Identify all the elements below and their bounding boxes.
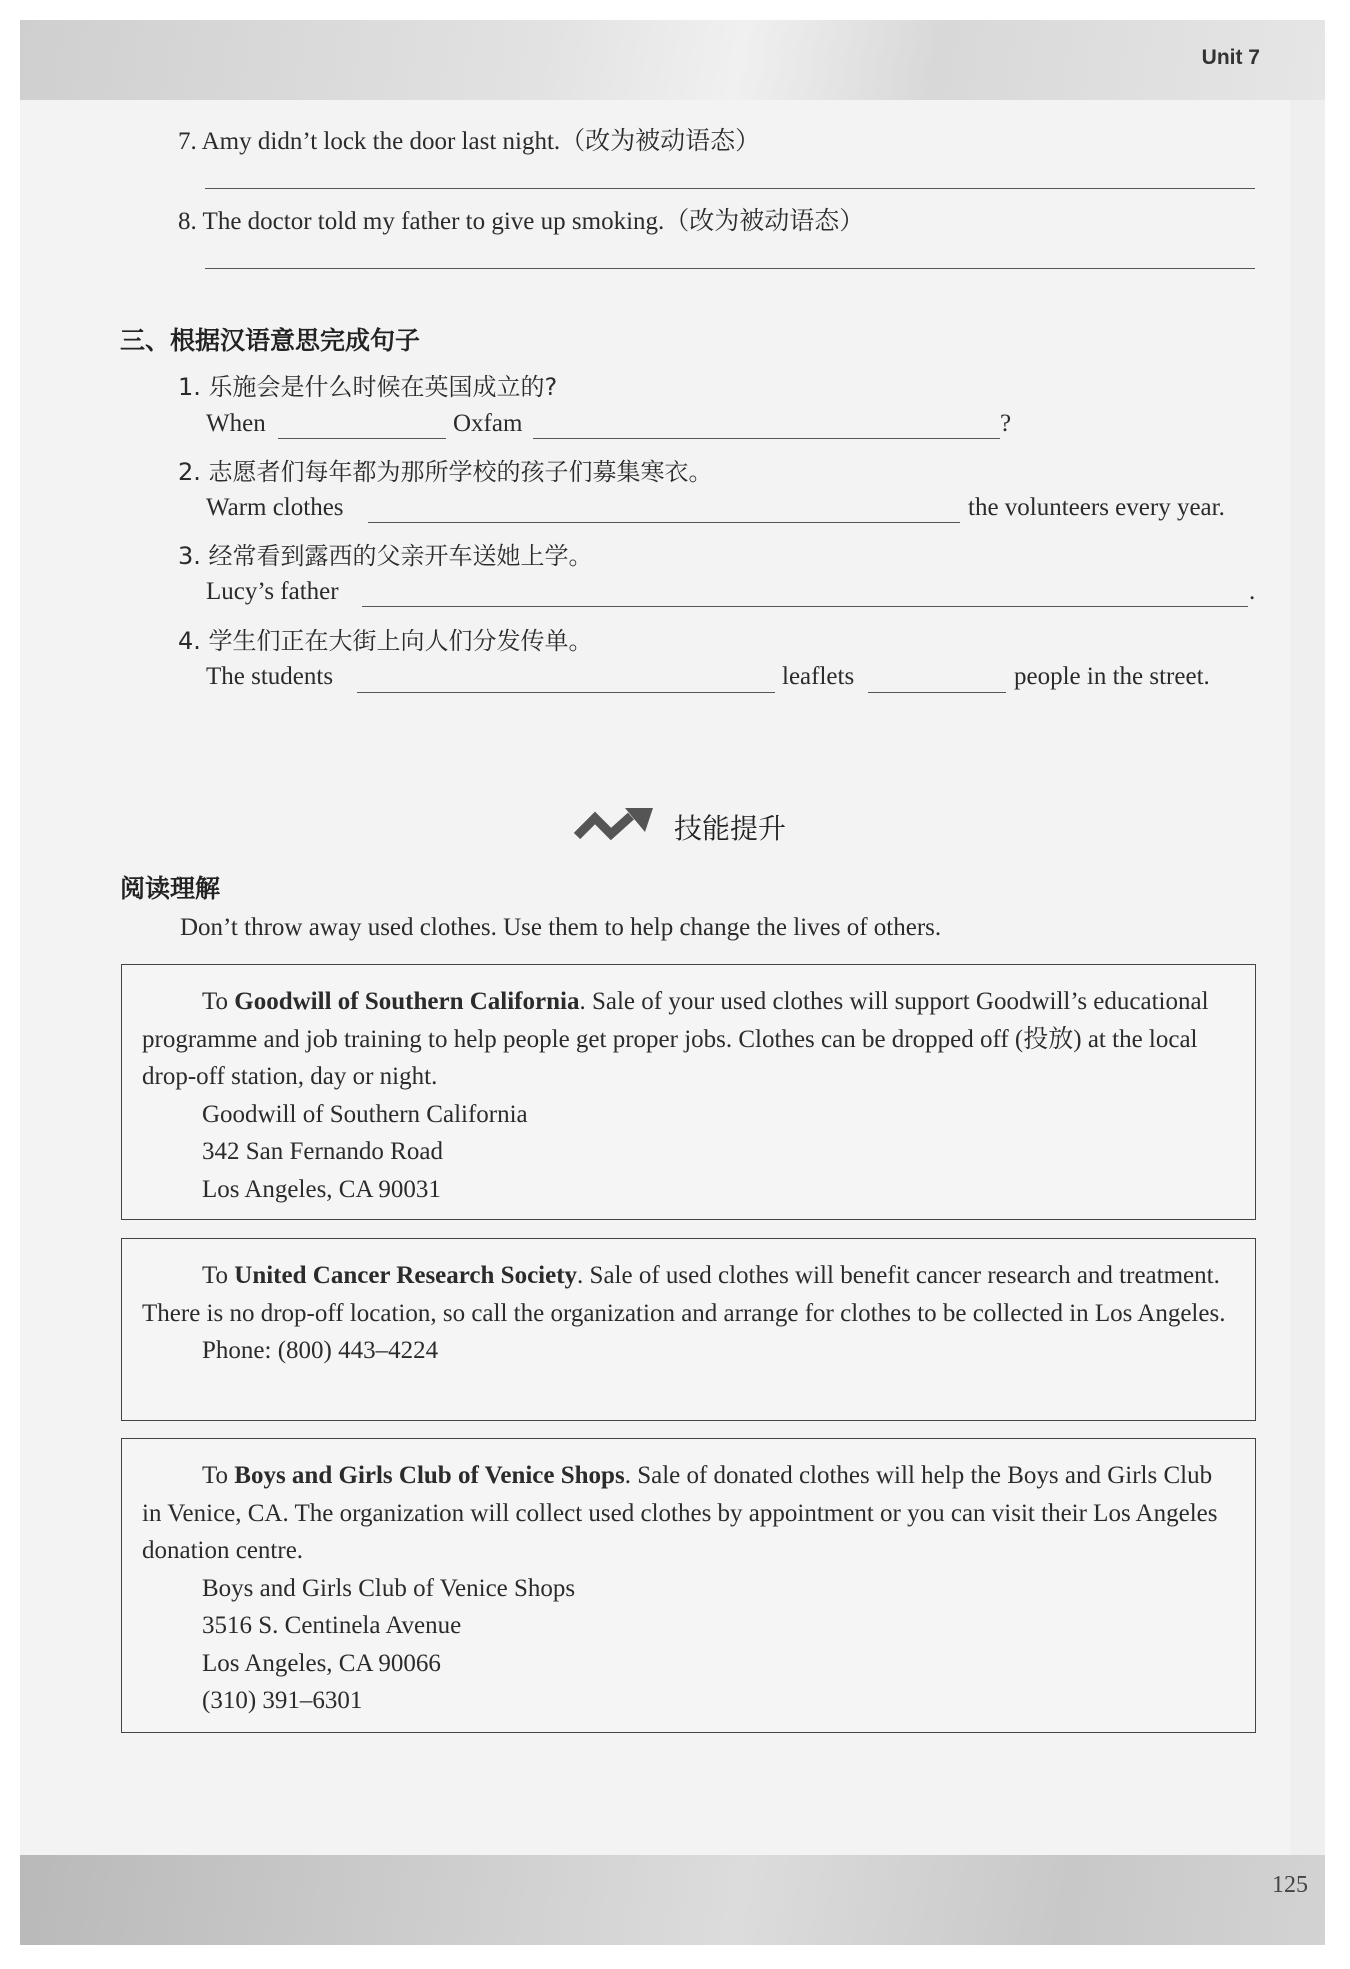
reading-intro: Don’t throw away used clothes. Use them to help change the lives of others.: [180, 914, 942, 941]
section3-item4-cn: 4. 学生们正在大街上向人们分发传单。: [178, 627, 593, 655]
box3-address-line1: Boys and Girls Club of Venice Shops: [202, 1574, 576, 1602]
item1-question-mark: ?: [1000, 410, 1012, 437]
item4-word-the-students: The students: [206, 663, 334, 690]
section3-item2-cn: 2. 志愿者们每年都为那所学校的孩子们募集寒衣。: [178, 458, 713, 486]
answer-line-7[interactable]: [205, 188, 1255, 189]
box3-phone: (310) 391–6301: [202, 1687, 363, 1714]
box1-paragraph: To Goodwill of Southern California. Sale of your used clothes will support Goodwill’s educational programme and job training to help people get proper jobs. Clothes can be dropped off (投放) at the local drop-off station, day or night.: [142, 988, 1209, 1090]
item1-word-when: When: [206, 410, 266, 437]
item3-blank[interactable]: [362, 606, 1248, 607]
box1-org-name: Goodwill of Southern California: [234, 988, 580, 1015]
item3-word-lucys-father: Lucy’s father: [206, 578, 339, 605]
item4-word-people: people in the street.: [1014, 663, 1210, 690]
box1-address-line1: Goodwill of Southern California: [202, 1100, 528, 1128]
section3-item1-cn: 1. 乐施会是什么时候在英国成立的?: [178, 373, 558, 401]
box3-org-name: Boys and Girls Club of Venice Shops: [234, 1462, 625, 1489]
skills-title: 技能提升: [674, 812, 787, 845]
item1-word-oxfam: Oxfam: [453, 410, 523, 437]
reading-title: 阅读理解: [120, 874, 221, 903]
item2-word-warm-clothes: Warm clothes: [206, 494, 344, 521]
answer-line-8[interactable]: [205, 268, 1255, 269]
box2-org-name: United Cancer Research Society: [234, 1262, 578, 1289]
item1-blank-1[interactable]: [278, 438, 446, 439]
box2-phone: Phone: (800) 443–4224: [202, 1337, 439, 1364]
item1-blank-2[interactable]: [533, 438, 1000, 439]
item4-word-leaflets: leaflets: [782, 663, 855, 690]
unit-label: Unit 7: [1201, 46, 1260, 69]
header-band: [20, 20, 1325, 100]
box3-address-line3: Los Angeles, CA 90066: [202, 1649, 441, 1677]
trend-arrow-icon: [573, 806, 655, 846]
box3-address-line2: 3516 S. Centinela Avenue: [202, 1612, 462, 1639]
section3-title: 三、根据汉语意思完成句子: [120, 326, 421, 355]
item4-blank-1[interactable]: [357, 692, 775, 693]
question-7: 7. Amy didn’t lock the door last night.（改为被动语态）: [178, 128, 761, 155]
section3-item3-cn: 3. 经常看到露西的父亲开车送她上学。: [178, 542, 593, 570]
box1-address-line3: Los Angeles, CA 90031: [202, 1175, 441, 1203]
notice-box-venice-club: [121, 1438, 1256, 1733]
notice-box-cancer-society: [121, 1238, 1256, 1421]
footer-band: [20, 1855, 1325, 1945]
item3-period: .: [1249, 578, 1256, 605]
box3-paragraph: To Boys and Girls Club of Venice Shops. Sale of donated clothes will help the Boys and Girls Club in Venice, CA. The organization will collect used clothes by appointment or you can visit their Los Angeles donation centre.: [142, 1462, 1218, 1564]
item4-blank-2[interactable]: [868, 692, 1006, 693]
box2-paragraph: To United Cancer Research Society. Sale of used clothes will benefit cancer research and treatment. There is no drop-off location, so call the organization and arrange for clothes to be collected in Los Angeles.: [142, 1262, 1226, 1327]
question-8: 8. The doctor told my father to give up smoking.（改为被动语态）: [178, 208, 865, 235]
notice-box-goodwill: [121, 964, 1256, 1220]
box1-address-line2: 342 San Fernando Road: [202, 1138, 443, 1165]
page-number: 125: [1272, 1872, 1308, 1898]
item2-word-volunteers: the volunteers every year.: [968, 494, 1225, 521]
item2-blank[interactable]: [368, 522, 960, 523]
